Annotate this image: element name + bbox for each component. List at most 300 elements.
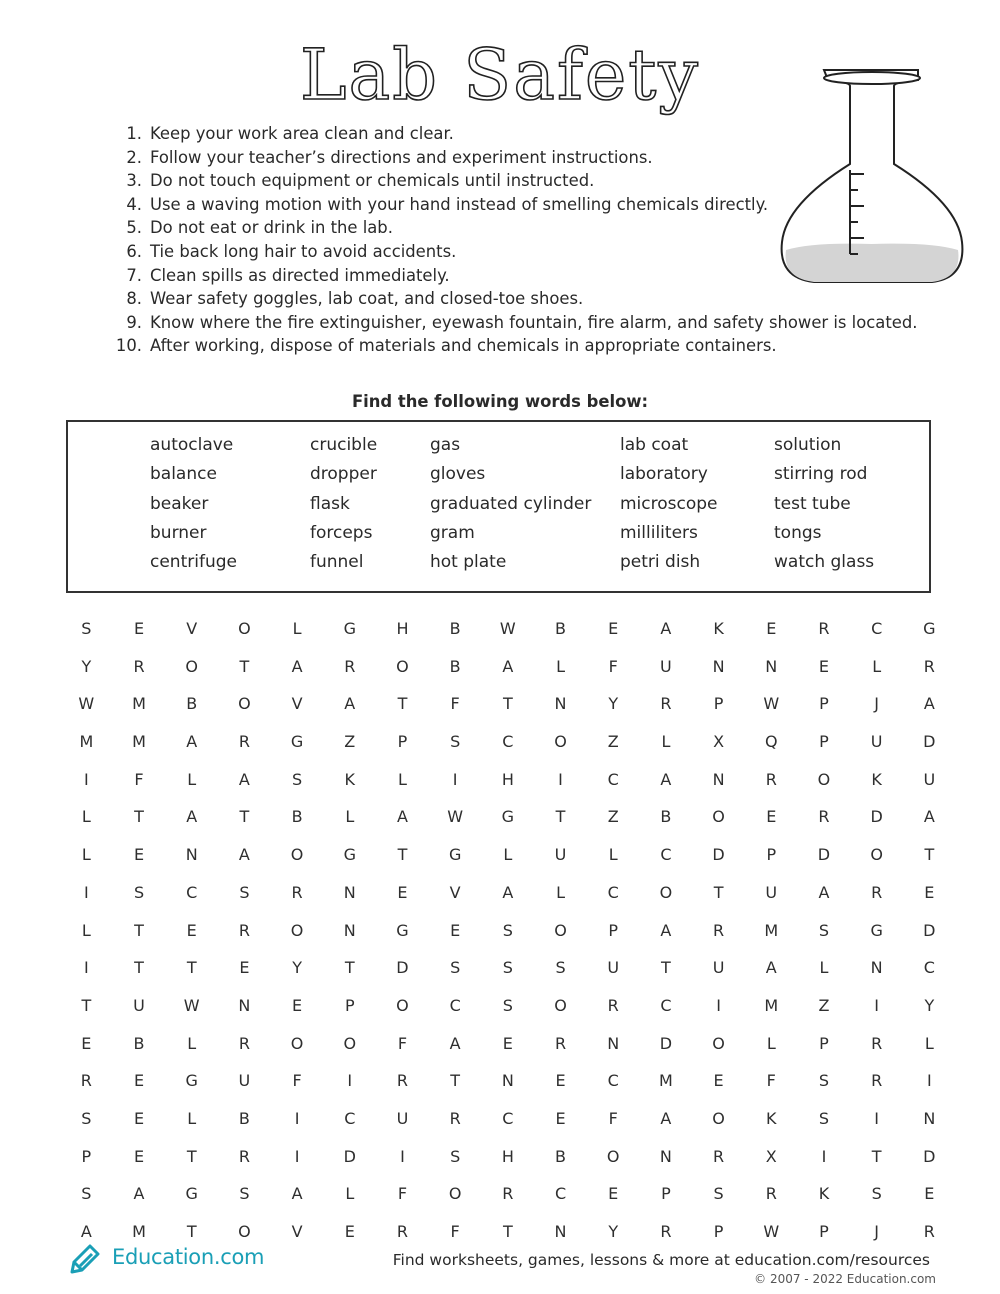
grid-letter[interactable]: A (291, 1184, 303, 1204)
grid-letter[interactable]: L (661, 732, 671, 752)
grid-letter[interactable]: A (660, 1108, 672, 1128)
grid-letter[interactable]: G (290, 732, 304, 752)
word-item: laboratory (620, 464, 708, 485)
grid-letter[interactable]: O (554, 732, 567, 752)
grid-letter[interactable]: R (396, 1222, 409, 1241)
grid-letter[interactable]: P (819, 732, 829, 752)
grid-letter[interactable]: R (871, 1033, 883, 1053)
grid-letter[interactable]: B (186, 694, 198, 714)
grid-letter[interactable]: T (502, 1222, 513, 1241)
grid-letter[interactable]: R (554, 1033, 567, 1053)
grid-letter[interactable]: T (713, 882, 724, 902)
grid-letter[interactable]: P (608, 920, 619, 940)
grid-letter[interactable]: Z (344, 732, 356, 752)
grid-letter[interactable]: I (716, 995, 721, 1015)
grid-letter[interactable]: S (818, 1071, 830, 1091)
grid-letter[interactable]: R (660, 694, 672, 714)
grid-letter[interactable]: T (344, 958, 355, 978)
grid-letter[interactable]: E (133, 1071, 145, 1091)
grid-letter[interactable]: F (450, 1222, 460, 1241)
grid-letter[interactable]: E (818, 656, 830, 676)
grid-letter[interactable]: Y (608, 694, 619, 714)
rule-item (106, 193, 926, 217)
grid-letter[interactable]: W (499, 619, 516, 638)
grid-letter[interactable]: L (187, 1108, 197, 1128)
grid-letter[interactable]: U (607, 958, 620, 978)
word-item: funnel (310, 552, 364, 573)
grid-letter[interactable]: F (134, 769, 144, 789)
grid-letter[interactable]: I (874, 1108, 880, 1128)
grid-letter[interactable]: R (765, 769, 777, 789)
grid-letter[interactable]: A (765, 958, 777, 978)
word-item: solution (774, 435, 842, 455)
grid-letter[interactable]: R (871, 882, 883, 902)
grid-letter[interactable]: I (83, 882, 89, 902)
grid-letter[interactable]: S (292, 769, 303, 789)
grid-letter[interactable]: S (133, 882, 145, 902)
grid-letter[interactable]: R (396, 1071, 409, 1091)
grid-letter[interactable]: M (764, 920, 779, 940)
grid-letter[interactable]: N (501, 1071, 514, 1091)
grid-letter[interactable]: O (290, 1033, 304, 1053)
grid-letter[interactable]: N (607, 1033, 620, 1053)
grid-letter[interactable]: S (502, 920, 513, 940)
grid-letter[interactable]: L (556, 882, 565, 902)
grid-letter[interactable]: A (80, 1222, 92, 1241)
grid-letter[interactable]: O (238, 694, 251, 714)
grid-letter[interactable]: O (817, 769, 831, 789)
grid-letter[interactable]: S (81, 1184, 92, 1204)
grid-letter[interactable]: M (659, 1071, 673, 1091)
grid-letter[interactable]: O (238, 1222, 251, 1241)
grid-letter[interactable]: P (819, 1033, 829, 1053)
grid-letter[interactable]: E (555, 1071, 566, 1091)
grid-letter[interactable]: G (501, 807, 515, 827)
grid-letter[interactable]: E (924, 882, 935, 902)
grid-letter[interactable]: O (554, 920, 567, 940)
grid-letter[interactable]: B (238, 1108, 250, 1128)
grid-letter[interactable]: S (713, 1184, 724, 1204)
grid-letter[interactable]: U (765, 882, 778, 902)
grid-letter[interactable]: O (712, 1108, 725, 1128)
grid-letter[interactable]: L (81, 807, 91, 827)
grid-letter[interactable]: T (239, 656, 250, 676)
grid-letter[interactable]: I (83, 958, 89, 978)
grid-letter[interactable]: A (818, 882, 830, 902)
grid-letter[interactable]: C (923, 958, 935, 978)
grid-letter[interactable]: F (397, 1184, 408, 1204)
grid-letter[interactable]: G (448, 845, 462, 865)
grid-letter[interactable]: A (186, 732, 198, 752)
grid-letter[interactable]: I (558, 769, 563, 789)
grid-letter[interactable]: F (608, 1108, 618, 1128)
grid-letter[interactable]: L (81, 920, 91, 940)
grid-letter[interactable]: L (608, 845, 618, 865)
grid-letter[interactable]: P (819, 694, 829, 714)
grid-letter[interactable]: L (345, 807, 355, 827)
grid-letter[interactable]: K (871, 769, 882, 789)
grid-letter[interactable]: U (660, 656, 672, 676)
grid-letter[interactable]: X (713, 732, 725, 752)
grid-letter[interactable]: D (712, 845, 725, 865)
grid-letter[interactable]: E (133, 619, 145, 638)
grid-letter[interactable]: R (765, 1184, 777, 1204)
grid-letter[interactable]: N (712, 656, 725, 676)
grid-letter[interactable]: T (186, 1146, 197, 1166)
grid-letter[interactable]: O (396, 656, 409, 676)
grid-letter[interactable]: D (343, 1146, 356, 1166)
grid-letter[interactable]: T (186, 1222, 197, 1241)
grid-letter[interactable]: P (713, 694, 724, 714)
grid-letter[interactable]: R (238, 732, 250, 752)
grid-letter[interactable]: O (290, 920, 304, 940)
grid-letter[interactable]: S (450, 1146, 461, 1166)
grid-letter[interactable]: V (291, 1222, 303, 1241)
grid-letter[interactable]: A (186, 807, 198, 827)
grid-letter[interactable]: M (79, 732, 94, 752)
grid-letter[interactable]: B (660, 807, 672, 827)
grid-letter[interactable]: U (133, 995, 145, 1015)
grid-letter[interactable]: Y (608, 1222, 619, 1241)
grid-letter[interactable]: T (555, 807, 566, 827)
grid-letter[interactable]: N (712, 769, 725, 789)
grid-letter[interactable]: B (291, 807, 303, 827)
grid-letter[interactable]: L (345, 1184, 355, 1204)
grid-letter[interactable]: J (874, 694, 880, 714)
grid-letter[interactable]: O (396, 995, 409, 1015)
grid-letter[interactable]: E (450, 920, 461, 940)
grid-letter[interactable]: I (400, 1146, 405, 1166)
rule-number: 4. (126, 194, 142, 214)
grid-letter[interactable]: E (133, 1108, 145, 1128)
grid-letter[interactable]: T (239, 807, 250, 827)
grid-letter[interactable]: P (81, 1146, 92, 1166)
grid-letter[interactable]: E (344, 1222, 355, 1241)
grid-letter[interactable]: O (448, 1184, 462, 1204)
grid-letter[interactable]: R (923, 1222, 935, 1241)
grid-letter[interactable]: S (871, 1184, 882, 1204)
grid-letter[interactable]: T (134, 807, 144, 827)
grid-letter[interactable]: P (344, 995, 355, 1015)
grid-letter[interactable]: R (713, 920, 725, 940)
education-logo[interactable] (68, 1240, 264, 1274)
grid-letter[interactable]: Z (818, 995, 830, 1015)
grid-letter[interactable]: D (923, 920, 936, 940)
grid-letter[interactable]: I (347, 1071, 353, 1091)
grid-letter[interactable]: B (133, 1033, 145, 1053)
grid-letter[interactable]: F (397, 1033, 408, 1053)
grid-letter[interactable]: A (396, 807, 408, 827)
grid-letter[interactable]: P (819, 1222, 829, 1241)
grid-letter[interactable]: N (659, 1146, 672, 1166)
grid-letter[interactable]: L (872, 656, 882, 676)
grid-letter[interactable]: G (923, 619, 936, 638)
grid-letter[interactable]: T (661, 958, 671, 978)
grid-letter[interactable]: B (449, 656, 461, 676)
grid-letter[interactable]: E (555, 1108, 566, 1128)
grid-letter[interactable]: Z (607, 732, 619, 752)
grid-letter[interactable]: L (292, 619, 302, 638)
grid-letter[interactable]: T (397, 694, 408, 714)
grid-letter[interactable]: T (450, 1071, 461, 1091)
grid-letter[interactable]: N (238, 995, 251, 1015)
grid-letter[interactable]: T (186, 958, 197, 978)
grid-letter[interactable]: M (132, 732, 146, 752)
grid-letter[interactable]: N (923, 1108, 936, 1128)
grid-letter[interactable]: P (397, 732, 408, 752)
grid-letter[interactable]: A (238, 769, 250, 789)
grid-letter[interactable]: T (397, 845, 408, 865)
grid-letter[interactable]: R (923, 656, 935, 676)
grid-letter[interactable]: T (871, 1146, 882, 1166)
grid-letter[interactable]: E (608, 619, 619, 638)
grid-letter[interactable]: C (186, 882, 198, 902)
grid-letter[interactable]: C (607, 769, 619, 789)
grid-letter[interactable]: C (554, 1184, 567, 1204)
grid-letter[interactable]: P (766, 845, 777, 865)
grid-letter[interactable]: F (608, 656, 618, 676)
grid-letter[interactable]: L (766, 1033, 776, 1053)
grid-letter[interactable]: N (343, 882, 356, 902)
grid-letter[interactable]: B (555, 1146, 567, 1166)
grid-letter[interactable]: R (291, 882, 303, 902)
grid-letter[interactable]: F (292, 1071, 302, 1091)
grid-letter[interactable]: L (81, 845, 91, 865)
grid-letter[interactable]: K (344, 769, 356, 789)
grid-letter[interactable]: A (502, 882, 514, 902)
rule-item (106, 169, 926, 193)
grid-letter[interactable]: N (554, 694, 567, 714)
grid-letter[interactable]: A (923, 694, 935, 714)
grid-letter[interactable]: C (502, 732, 514, 752)
grid-letter[interactable]: M (132, 1222, 146, 1241)
rule-text: Know where the fire extinguisher, eyewash fountain, fire alarm, and safety shower is located. (150, 312, 918, 332)
grid-letter[interactable]: Z (607, 807, 619, 827)
grid-letter[interactable]: T (502, 694, 513, 714)
grid-letter[interactable]: R (449, 1108, 461, 1128)
grid-letter[interactable]: V (449, 882, 461, 902)
grid-letter[interactable]: E (713, 1071, 724, 1091)
grid-letter[interactable]: H (501, 769, 514, 789)
grid-letter[interactable]: T (134, 958, 144, 978)
grid-letter[interactable]: R (607, 995, 619, 1015)
grid-letter[interactable]: G (343, 619, 356, 638)
grid-letter[interactable]: X (765, 1146, 777, 1166)
grid-letter[interactable]: U (238, 1071, 251, 1091)
grid-letter[interactable]: I (821, 1146, 827, 1166)
grid-letter[interactable]: S (239, 882, 250, 902)
grid-letter[interactable]: G (185, 1184, 198, 1204)
grid-letter[interactable]: B (555, 619, 567, 638)
grid-letter[interactable]: D (396, 958, 409, 978)
grid-letter[interactable]: I (874, 995, 880, 1015)
grid-letter[interactable]: E (186, 920, 197, 940)
grid-letter[interactable]: O (659, 882, 673, 902)
grid-letter[interactable]: Y (292, 958, 302, 978)
grid-letter[interactable]: Y (81, 656, 92, 676)
grid-letter[interactable]: L (556, 656, 565, 676)
grid-letter[interactable]: T (81, 995, 92, 1015)
grid-letter[interactable]: U (923, 769, 936, 789)
grid-letter[interactable]: V (291, 694, 303, 714)
grid-letter[interactable]: R (238, 920, 250, 940)
grid-letter[interactable]: R (238, 1146, 250, 1166)
grid-letter[interactable]: R (502, 1184, 514, 1204)
grid-letter[interactable]: C (660, 995, 672, 1015)
grid-letter[interactable]: A (238, 845, 250, 865)
grid-letter[interactable]: I (294, 1108, 300, 1128)
grid-letter[interactable]: S (502, 958, 513, 978)
grid-letter[interactable]: W (447, 807, 464, 827)
grid-letter[interactable]: I (452, 769, 458, 789)
grid-letter[interactable]: R (238, 1033, 250, 1053)
grid-letter[interactable]: E (766, 619, 777, 638)
grid-letter[interactable]: E (766, 807, 777, 827)
grid-letter[interactable]: M (132, 694, 146, 714)
grid-letter[interactable]: H (396, 619, 409, 638)
grid-letter[interactable]: G (185, 1071, 198, 1091)
grid-letter[interactable]: T (134, 920, 144, 940)
grid-letter[interactable]: O (290, 845, 304, 865)
grid-letter[interactable]: Y (924, 995, 935, 1015)
grid-letter[interactable]: S (450, 732, 461, 752)
grid-letter[interactable]: L (819, 958, 829, 978)
grid-letter[interactable]: E (397, 882, 408, 902)
grid-letter[interactable]: R (871, 1071, 883, 1091)
grid-letter[interactable]: E (133, 1146, 145, 1166)
grid-letter[interactable]: E (81, 1033, 92, 1053)
grid-letter[interactable]: P (661, 1184, 671, 1204)
grid-letter[interactable]: O (554, 995, 567, 1015)
grid-letter[interactable]: F (766, 1071, 776, 1091)
grid-letter[interactable]: O (238, 619, 251, 638)
grid-letter[interactable]: S (818, 1108, 830, 1128)
grid-letter[interactable]: A (660, 769, 672, 789)
grid-letter[interactable]: S (81, 1108, 92, 1128)
grid-letter[interactable]: N (870, 958, 883, 978)
grid-letter[interactable]: R (80, 1071, 92, 1091)
grid-letter[interactable]: R (133, 656, 145, 676)
grid-letter[interactable]: C (502, 1108, 514, 1128)
grid-letter[interactable]: C (871, 619, 883, 638)
grid-letter[interactable]: R (344, 656, 356, 676)
grid-letter[interactable]: A (660, 619, 672, 638)
grid-letter[interactable]: D (923, 1146, 936, 1166)
grid-letter[interactable]: N (554, 1222, 567, 1241)
grid-letter[interactable]: A (502, 656, 514, 676)
grid-letter[interactable]: O (870, 845, 883, 865)
grid-letter[interactable]: C (607, 1071, 619, 1091)
grid-letter[interactable]: K (766, 1108, 777, 1128)
grid-letter[interactable]: S (239, 1184, 250, 1204)
grid-letter[interactable]: L (187, 1033, 197, 1053)
grid-letter[interactable]: O (712, 1033, 725, 1053)
grid-letter[interactable]: H (501, 1146, 514, 1166)
grid-letter[interactable]: A (660, 920, 672, 940)
grid-letter[interactable]: I (926, 1071, 932, 1091)
grid-letter[interactable]: A (344, 694, 356, 714)
grid-letter[interactable]: R (818, 619, 830, 638)
grid-letter[interactable]: C (607, 882, 619, 902)
grid-letter[interactable]: E (292, 995, 303, 1015)
grid-letter[interactable]: T (924, 845, 935, 865)
grid-letter[interactable]: G (343, 845, 356, 865)
grid-letter[interactable]: O (185, 656, 199, 676)
grid-letter[interactable]: M (764, 995, 779, 1015)
grid-letter[interactable]: R (713, 1146, 725, 1166)
grid-letter[interactable]: L (503, 845, 513, 865)
grid-letter[interactable]: C (344, 1108, 356, 1128)
grid-letter[interactable]: S (818, 920, 830, 940)
grid-letter[interactable]: C (449, 995, 461, 1015)
grid-letter[interactable]: E (502, 1033, 513, 1053)
grid-letter[interactable]: O (343, 1033, 357, 1053)
grid-letter[interactable]: A (291, 656, 303, 676)
grid-letter[interactable]: G (870, 920, 883, 940)
grid-letter[interactable]: P (713, 1222, 724, 1241)
grid-letter[interactable]: W (763, 694, 780, 714)
grid-letter[interactable]: U (870, 732, 883, 752)
grid-letter[interactable]: D (870, 807, 883, 827)
grid-letter[interactable]: O (712, 807, 725, 827)
grid-letter[interactable]: A (923, 807, 935, 827)
grid-letter[interactable]: B (449, 619, 461, 638)
grid-letter[interactable]: V (186, 619, 198, 638)
grid-letter[interactable]: U (396, 1108, 409, 1128)
grid-letter[interactable]: U (712, 958, 725, 978)
grid-letter[interactable]: A (449, 1033, 461, 1053)
grid-letter[interactable]: R (660, 1222, 672, 1241)
grid-letter[interactable]: O (606, 1146, 620, 1166)
grid-letter[interactable]: K (818, 1184, 830, 1204)
resources-link[interactable]: Find worksheets, games, lessons & more at education.com/resources (392, 1251, 930, 1269)
grid-letter[interactable]: S (81, 619, 92, 638)
grid-letter[interactable]: N (765, 656, 778, 676)
grid-letter[interactable]: E (924, 1184, 935, 1204)
grid-letter[interactable]: C (660, 845, 672, 865)
grid-letter[interactable]: R (818, 807, 830, 827)
grid-letter[interactable]: L (924, 1033, 934, 1053)
grid-letter[interactable]: J (874, 1222, 880, 1241)
grid-letter[interactable]: D (659, 1033, 673, 1053)
grid-letter[interactable]: W (78, 694, 95, 714)
grid-letter[interactable]: D (817, 845, 831, 865)
grid-row (60, 763, 956, 801)
grid-letter[interactable]: I (83, 769, 89, 789)
grid-letter[interactable]: S (502, 995, 513, 1015)
grid-letter[interactable]: W (763, 1222, 780, 1241)
pencil-stack-icon (68, 1240, 108, 1274)
grid-letter[interactable]: F (450, 694, 460, 714)
grid-letter[interactable]: Q (764, 732, 778, 752)
grid-letter[interactable]: L (398, 769, 407, 789)
grid-letter[interactable]: A (133, 1184, 145, 1204)
grid-letter[interactable]: G (396, 920, 409, 940)
grid-letter[interactable]: L (187, 769, 197, 789)
grid-letter[interactable]: I (294, 1146, 300, 1166)
grid-letter[interactable]: S (450, 958, 461, 978)
grid-letter[interactable]: S (555, 958, 566, 978)
grid-letter[interactable]: W (183, 995, 200, 1015)
grid-letter[interactable]: N (343, 920, 356, 940)
grid-letter[interactable]: D (923, 732, 936, 752)
grid-letter[interactable]: N (185, 845, 198, 865)
grid-letter[interactable]: U (554, 845, 567, 865)
grid-letter[interactable]: E (608, 1184, 619, 1204)
grid-letter[interactable]: E (239, 958, 250, 978)
grid-letter[interactable]: K (713, 619, 724, 638)
grid-letter[interactable]: E (133, 845, 145, 865)
